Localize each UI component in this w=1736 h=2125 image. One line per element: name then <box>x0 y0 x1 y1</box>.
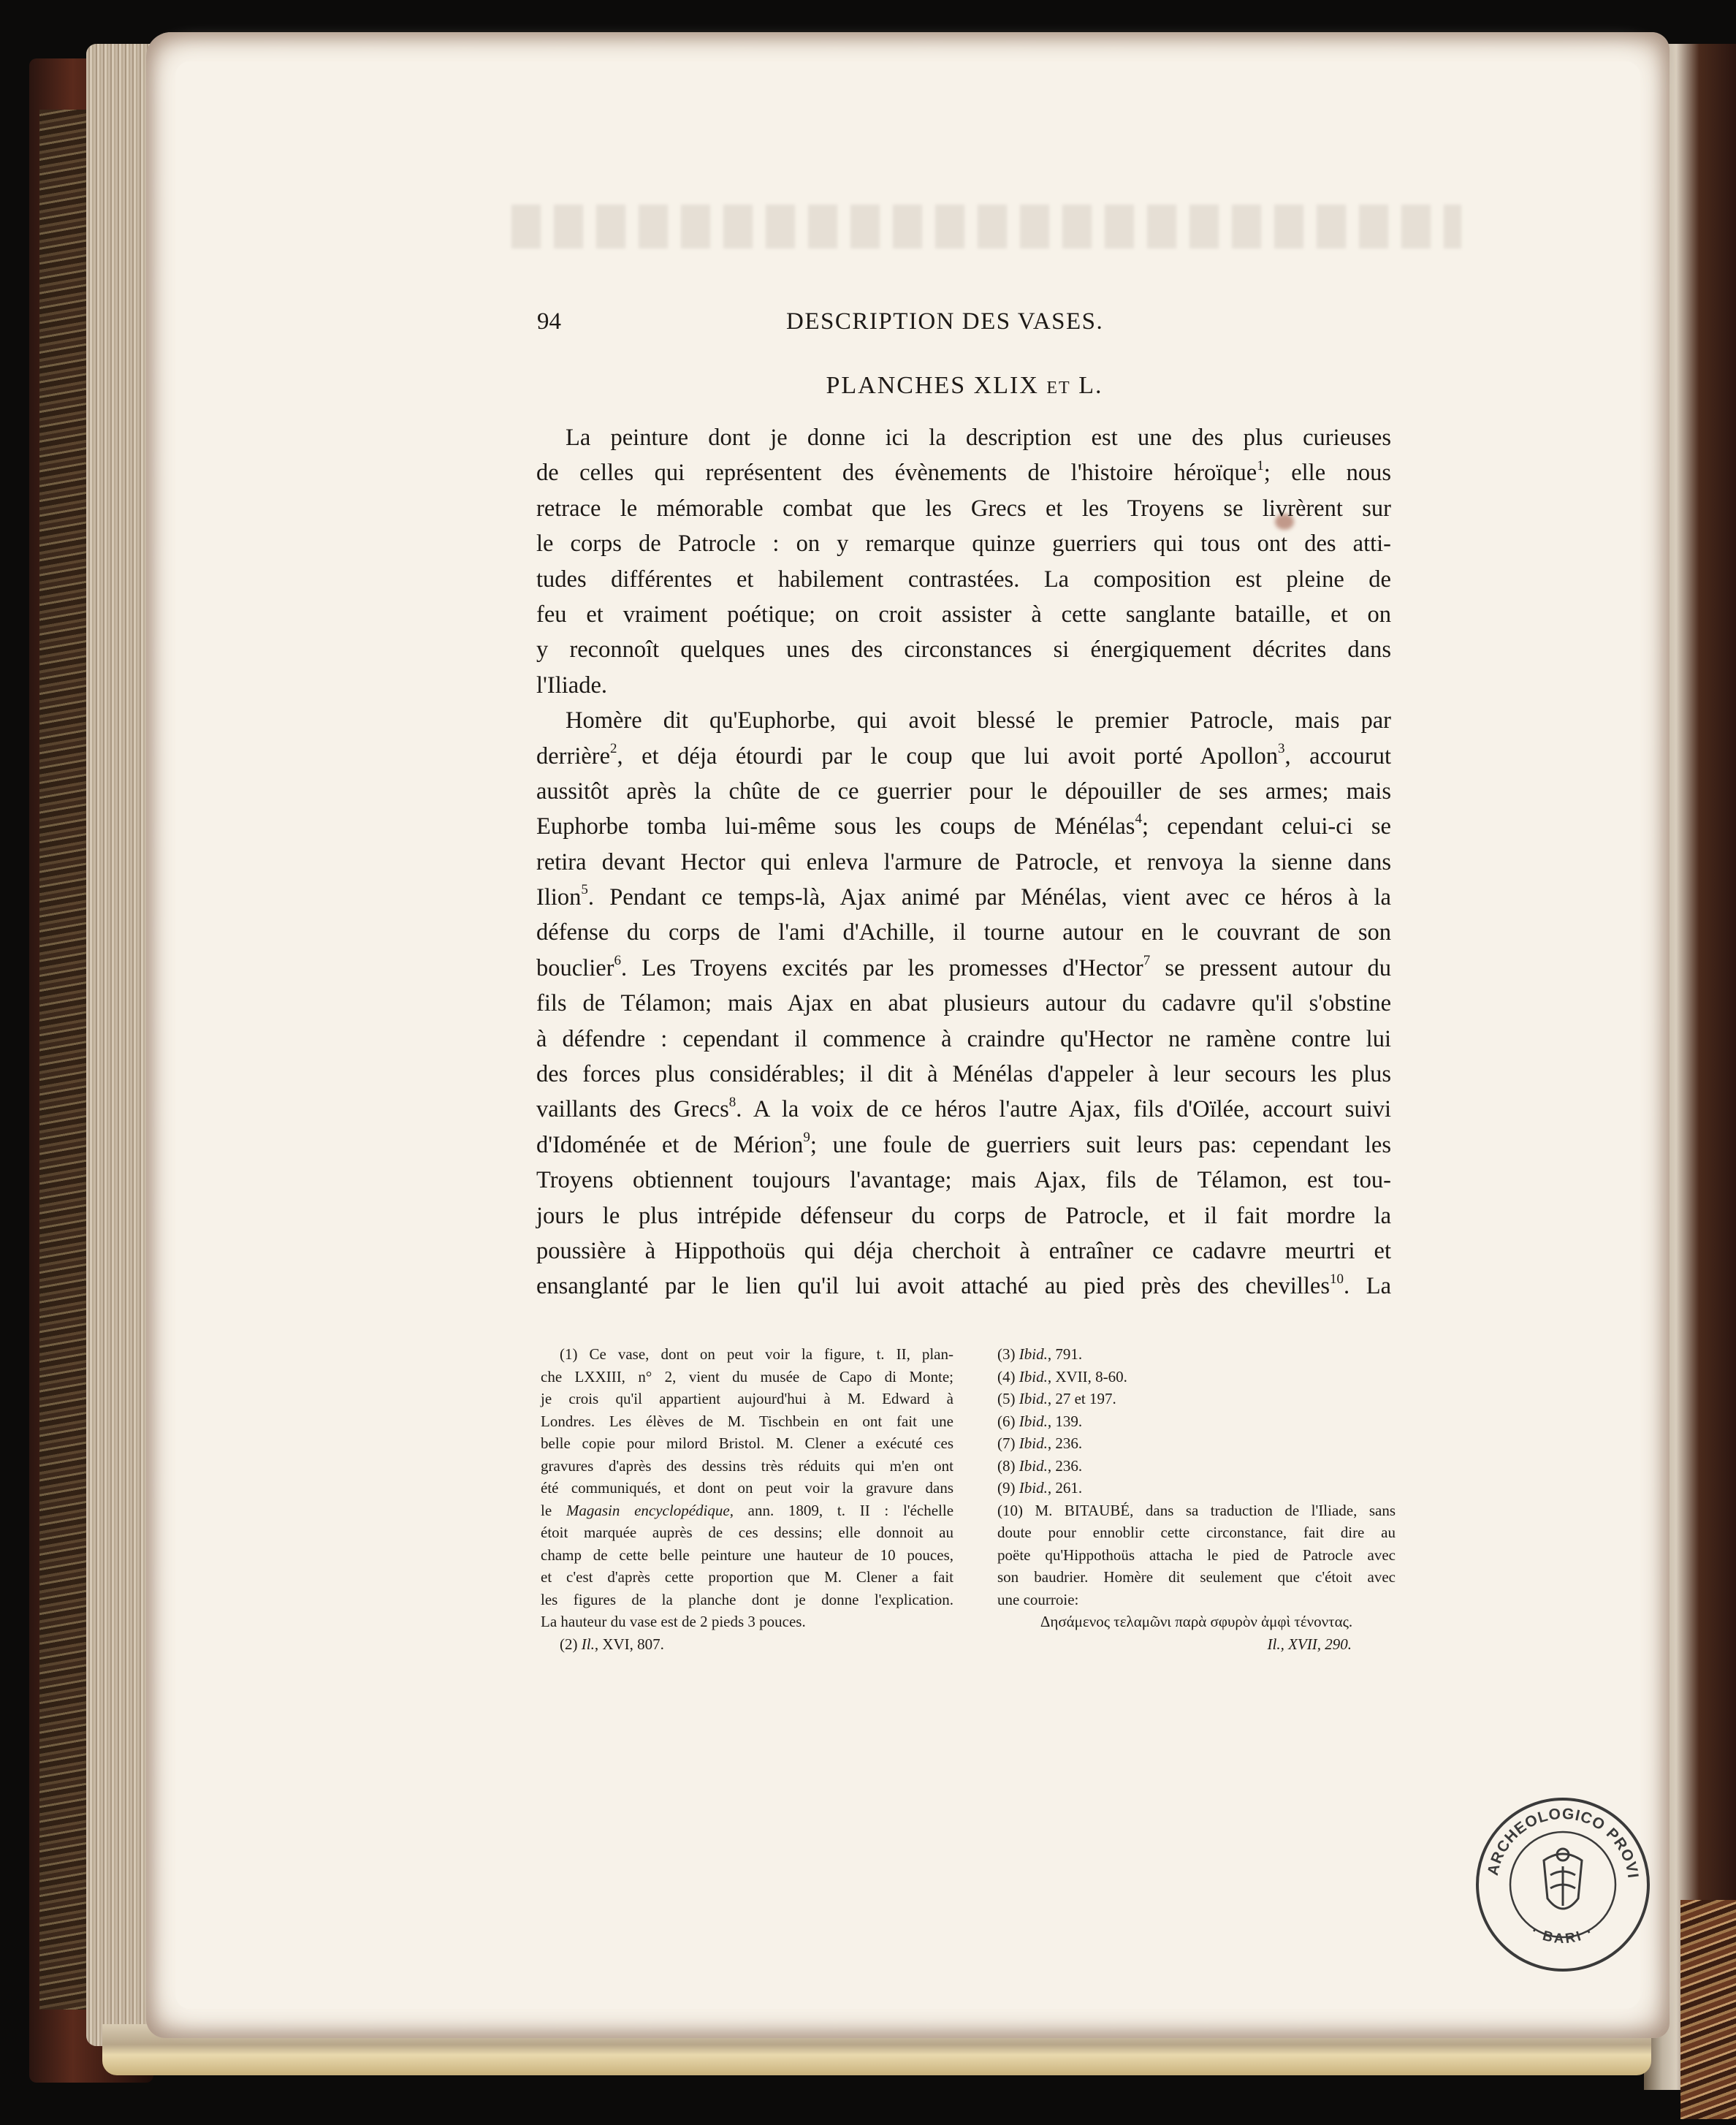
footnote-line: étoit marquée auprès de ces dessins; elle donnoit au <box>541 1524 953 1541</box>
body-line: retira devant Hector qui enleva l'armure de Patrocle, et renvoya la sienne dans <box>536 848 1391 875</box>
body-line: des forces plus considérables; il dit à Ménélas d'appeler à leur secours les plus <box>536 1061 1391 1088</box>
body-line: jours le plus intrépide défenseur du corps de Patrocle, et il fait mordre la <box>536 1202 1391 1229</box>
body-line: fils de Télamon; mais Ajax en abat plusieurs autour du cadavre qu'il s'obstine <box>536 990 1391 1017</box>
body-line: poussière à Hippothoüs qui déja cherchoit à entraîner ce cadavre meurtri et <box>536 1237 1391 1264</box>
page-number: 94 <box>537 308 561 335</box>
footnote-line: La hauteur du vase est de 2 pieds 3 pouces. <box>541 1613 806 1630</box>
footnote-line: son baudrier. Homère dit seulement que c'étoit avec <box>997 1568 1396 1586</box>
body-line: de celles qui représentent des évènements de l'histoire héroïque$^1$; elle nous <box>536 457 1391 487</box>
footnote-line: che LXXIII, n° 2, vient du musée de Capo di Monte; <box>541 1367 953 1385</box>
svg-text:· BARI · <box>1528 1923 1597 1947</box>
museum-stamp-icon <box>1474 1796 1651 1973</box>
footnote-line: (1) Ce vase, dont on peut voir la figure, t. II, plan- <box>560 1345 953 1363</box>
body-text <box>536 420 1391 1304</box>
body-line: feu et vraiment poétique; on croit assister à cette sanglante bataille, et on <box>536 601 1391 628</box>
plate-title-main: PLANCHES XLIX <box>826 372 1039 399</box>
footnote-line: (4) Ibid., XVII, 8-60. <box>997 1367 1127 1385</box>
plate-title-connector: ET <box>1046 379 1071 398</box>
note-ref: 5 <box>581 882 588 898</box>
running-title: DESCRIPTION DES VASES. <box>786 308 1104 335</box>
footnote-line: champ de cette belle peinture une hauteur de 10 pouces, <box>541 1546 953 1564</box>
footnote-line: une courroie: <box>997 1590 1079 1608</box>
footnote-line: (9) Ibid., 261. <box>997 1479 1083 1497</box>
footnote-line: Londres. Les élèves de M. Tischbein en ont fait une <box>541 1412 953 1430</box>
footnotes-right <box>997 1343 1396 1655</box>
marbled-endpaper-left <box>39 110 91 2010</box>
footnote-line: été communiqués, et dont on peut voir la gravure dans <box>541 1479 953 1497</box>
footnote-line: gravures d'après des dessins très réduits qui m'en ont <box>541 1456 953 1475</box>
footnote-line: doute pour ennoblir cette circonstance, fait dire au <box>997 1524 1396 1541</box>
running-head <box>537 308 1392 342</box>
body-line: retrace le mémorable combat que les Grecs et les Troyens se livrèrent sur <box>536 495 1391 522</box>
greek-quotation: Δησάμενος τελαμῶνι παρὰ σφυρὸν ἀμφὶ τένοντας. <box>1040 1613 1353 1630</box>
footnote-line: les figures de la planche dont je donne l'explication. <box>541 1590 953 1608</box>
body-line: à défendre : cependant il commence à craindre qu'Hector ne ramène contre lui <box>536 1025 1391 1052</box>
footnote-line: (7) Ibid., 236. <box>997 1434 1083 1452</box>
show-through-text <box>511 205 1461 248</box>
note-ref: 1 <box>1257 457 1264 474</box>
body-line: La peinture dont je donne ici la description est une des plus curieuses <box>566 425 1391 451</box>
museum-stamp <box>1474 1796 1651 1973</box>
stamp-bottom-text: · BARI · <box>1528 1923 1597 1947</box>
svg-text:MUSEO ARCHEOLOGICO PROVINCIALE <box>1474 1796 1642 1881</box>
body-line: ensanglanté par le lien qu'il lui avoit attaché au pied près des chevilles$^{10}$. La <box>536 1271 1391 1300</box>
footnote-line: poëte qu'Hippothoüs attacha le pied de Patrocle avec <box>997 1546 1396 1564</box>
footnotes-left <box>541 1343 953 1655</box>
body-line: y reconnoît quelques unes des circonstances si énergiquement décrites dans <box>536 636 1391 664</box>
body-line: bouclier$^6$. Les Troyens excités par les promesses d'Hector$^7$ se pressent autour du <box>536 953 1391 981</box>
note-ref: 3 <box>1277 740 1285 756</box>
note-ref: 9 <box>803 1129 810 1145</box>
note-ref: 7 <box>1143 953 1151 969</box>
note-ref: 4 <box>1135 811 1142 827</box>
footnote-line: (3) Ibid., 791. <box>997 1345 1083 1363</box>
note-ref: 10 <box>1329 1271 1344 1287</box>
body-line: défense du corps de l'ami d'Achille, il tourne autour en le couvrant de son <box>536 919 1391 946</box>
body-line: l'Iliade. <box>536 672 607 699</box>
body-line: Troyens obtiennent toujours l'avantage; mais Ajax, fils de Télamon, est tou- <box>536 1167 1391 1194</box>
footnote-line: belle copie pour milord Bristol. M. Clener a exécuté ces <box>541 1434 953 1452</box>
footnote-line: (6) Ibid., 139. <box>997 1412 1083 1430</box>
body-line: d'Idoménée et de Mérion$^9$; une foule de guerriers suit leurs pas: cependant les <box>536 1129 1392 1158</box>
plate-title <box>537 369 1392 405</box>
footnote-line: (10) M. BITAUBÉ, dans sa traduction de l'Iliade, sans <box>997 1501 1396 1519</box>
stamp-top-text: ARCHEOLOGICO PROVI <box>1484 1805 1642 1880</box>
marbled-endpaper-right <box>1680 1900 1736 2119</box>
body-line: aussitôt après la chûte de ce guerrier pour le dépouiller de ses armes; mais <box>536 778 1391 805</box>
body-line: tudes différentes et habilement contrastées. La composition est pleine de <box>536 566 1391 593</box>
plate-title-end: L. <box>1078 372 1103 399</box>
footnote-line: le Magasin encyclopédique, ann. 1809, t. II : l'échelle <box>541 1501 954 1519</box>
note-ref: 8 <box>728 1094 736 1110</box>
body-line: derrière$^2$, et déja étourdi par le coup que lui avoit porté Apollon$^3$, accourut <box>536 740 1391 769</box>
greek-citation: Il., XVII, 290. <box>1267 1635 1352 1653</box>
body-line: le corps de Patrocle : on y remarque quinze guerriers qui tous ont des atti- <box>536 531 1391 558</box>
footnote-line: (5) Ibid., 27 et 197. <box>997 1390 1116 1407</box>
body-line: Euphorbe tomba lui-même sous les coups de Ménélas$^4$; cependant celui-ci se <box>536 811 1391 840</box>
note-ref: 6 <box>614 953 621 969</box>
footnote-line: (8) Ibid., 236. <box>997 1456 1083 1475</box>
footnote-line: et c'est d'après cette proportion que M. Clener a fait <box>541 1568 953 1586</box>
body-line: Ilion$^5$. Pendant ce temps-là, Ajax animé par Ménélas, vient avec ce héros à la <box>536 882 1391 911</box>
body-line: Homère dit qu'Euphorbe, qui avoit blessé le premier Patrocle, mais par <box>566 707 1391 734</box>
note-ref: 2 <box>610 740 617 756</box>
body-line: vaillants des Grecs$^8$. A la voix de ce héros l'autre Ajax, fils d'Oïlée, accourt suivi <box>536 1094 1392 1123</box>
footnote-line: je crois qu'il appartient aujourd'hui à M. Edward à <box>541 1390 953 1407</box>
footnote-line: (2) Il., XVI, 807. <box>560 1635 664 1653</box>
